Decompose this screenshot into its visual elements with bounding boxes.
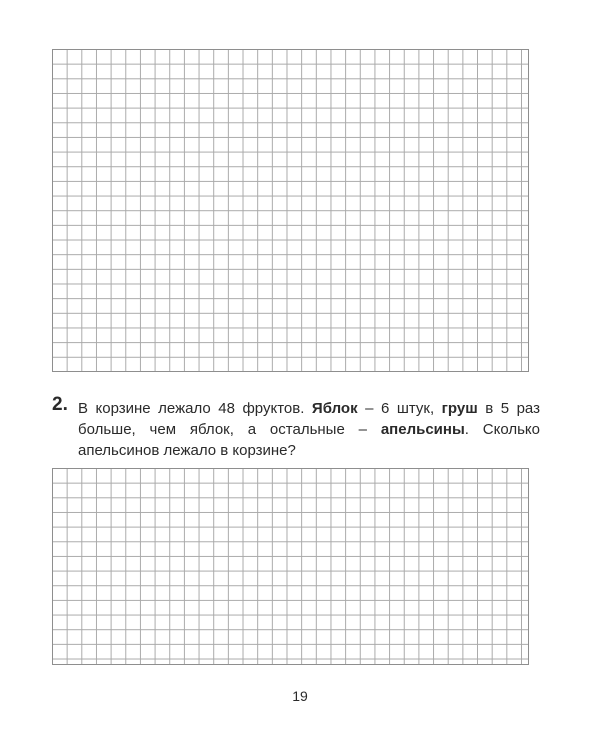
answer-grid-top bbox=[52, 49, 529, 372]
task-text bbox=[78, 398, 540, 461]
task-keyword-pears: груш bbox=[441, 400, 478, 417]
task-keyword-oranges: апельсины bbox=[380, 421, 465, 438]
page-number: 19 bbox=[292, 688, 308, 704]
task-number: 2. bbox=[52, 394, 68, 415]
task-text-part-4: . Сколько апельсинов лежало в корзине? bbox=[78, 421, 540, 459]
task-text-part-2: – 6 штук, bbox=[357, 400, 442, 417]
task-text-part-1: В корзине лежало 48 фруктов. bbox=[78, 400, 312, 417]
answer-grid-bottom bbox=[52, 468, 529, 665]
task-keyword-apples: Яблок bbox=[311, 400, 358, 417]
task-text-part-3: в 5 раз больше, чем яблок, а остальные – bbox=[78, 400, 540, 438]
